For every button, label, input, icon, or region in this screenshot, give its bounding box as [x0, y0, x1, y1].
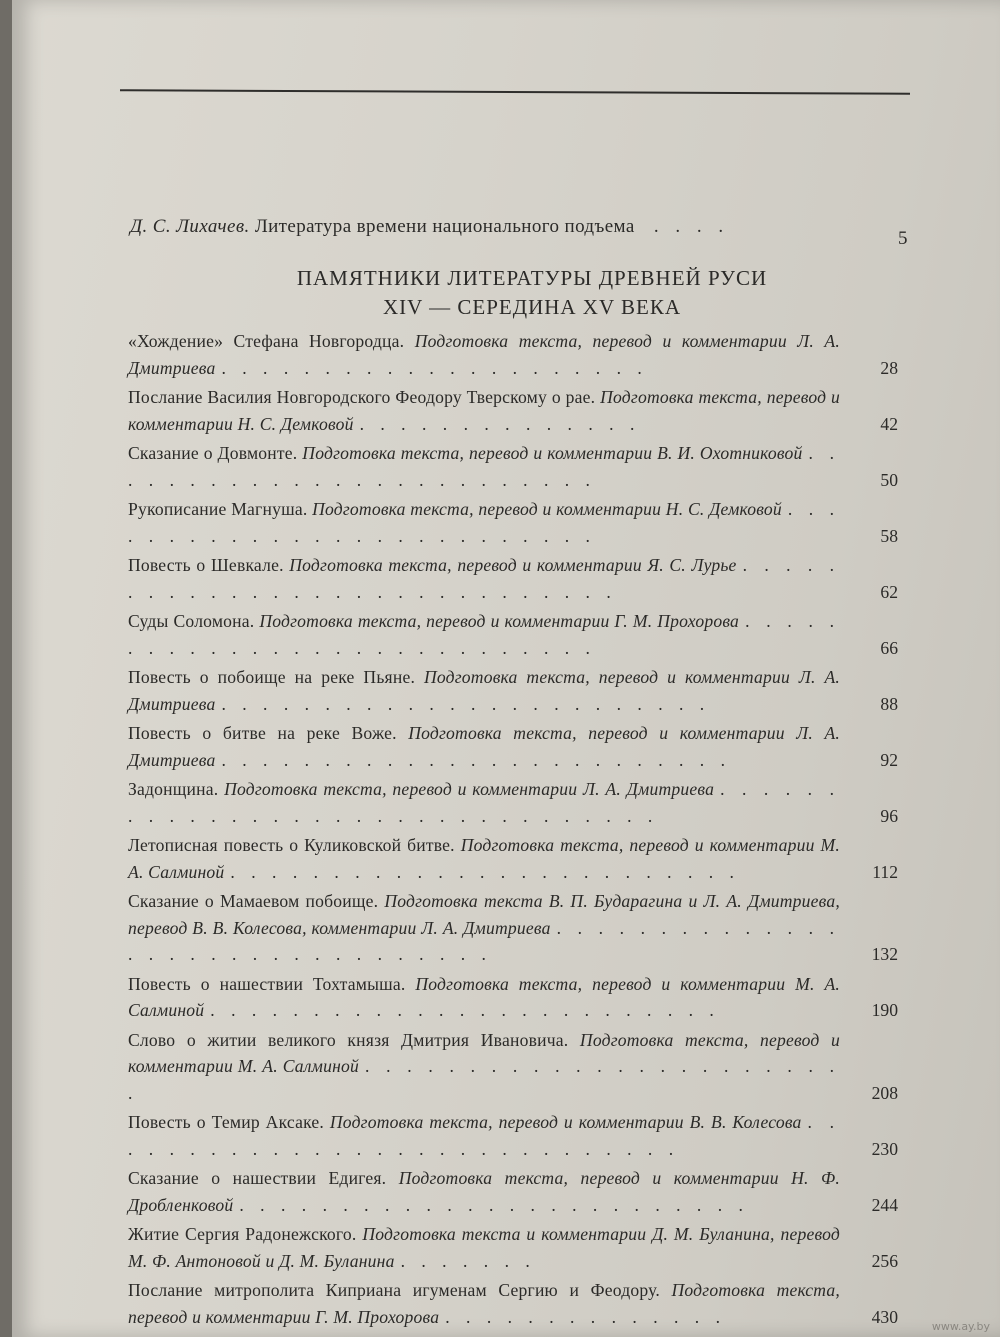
toc-entry-description: Подготовка текста, перевод и комментарии Я. С. Лурье: [289, 555, 737, 575]
toc-entry-page-number: 58: [880, 525, 898, 546]
toc-entry-title: Повесть о нашествии Тохтамыша.: [128, 973, 406, 994]
toc-entry: [128, 552, 898, 605]
toc-entry: [128, 440, 898, 493]
toc-entry-text: [128, 328, 840, 381]
toc-entry-description: Подготовка текста, перевод и комментарии Л. А. Дмитриева: [128, 723, 840, 770]
toc-entry: [128, 1165, 898, 1218]
toc-entry-title: Житие Сергия Радонежского.: [128, 1224, 357, 1244]
toc-entry-text: [128, 1165, 840, 1218]
toc-entry: [128, 1277, 898, 1330]
toc-entry: [128, 608, 898, 661]
toc-entry-text: [128, 776, 840, 829]
toc-entry: [128, 328, 898, 381]
toc-entry: [128, 1027, 898, 1107]
toc-entry-leader-dots: . . . . . . . . . . . . . .: [445, 1306, 726, 1327]
section-heading-line-1: ПАМЯТНИКИ ЛИТЕРАТУРЫ ДРЕВНЕЙ РУСИ: [296, 266, 768, 290]
toc-entry-title: Летописная повесть о Куликовской битве.: [128, 835, 455, 855]
toc-entry-page-number: 88: [880, 693, 898, 714]
toc-entry: [128, 1109, 898, 1162]
toc-entry-title: Рукописание Магнуша.: [128, 499, 308, 519]
toc-entry-title: Сказание о Мамаевом побоище.: [128, 891, 379, 911]
toc-entry-text: [128, 384, 840, 437]
toc-entry-text: [128, 440, 840, 493]
toc-entry-title: Повесть о Шевкале.: [128, 555, 284, 575]
toc-entry-description: Подготовка текста, перевод и комментарии В. В. Колесова: [329, 1112, 802, 1132]
toc-entry-title: Сказание о нашествии Едигея.: [128, 1168, 387, 1188]
toc-entry: [128, 971, 898, 1024]
toc-entry-description: Подготовка текста, перевод и комментарии Г. М. Прохорова: [128, 1280, 840, 1327]
toc-entry-description: Подготовка текста, перевод и комментарии М. А. Салминой: [128, 1029, 841, 1076]
watermark: www.ay.by: [931, 1320, 990, 1333]
toc-entry-description: Подготовка текста, перевод и комментарии Л. А. Дмитриева: [128, 667, 841, 714]
toc-entry-leader-dots: . . . . . . . . . . . . . . . . . . . . . . . . .: [210, 1000, 720, 1020]
toc-entry: [128, 888, 898, 968]
book-page: [12, 0, 1000, 1337]
toc-entry-title: «Хождение» Стефана Новгородца.: [128, 331, 405, 351]
toc-entry-page-number: 28: [880, 357, 898, 378]
toc-entry: [128, 496, 898, 549]
toc-entry-text: [128, 888, 840, 968]
toc-entry-text: [128, 1109, 840, 1162]
toc-entry-text: [128, 720, 840, 773]
section-heading-line-2: XIV — СЕРЕДИНА XV ВЕКА: [382, 295, 682, 319]
toc-entry-title: Суды Соломона.: [128, 611, 255, 631]
toc-entry-description: Подготовка текста, перевод и комментарии Л. А. Дмитриева: [224, 779, 715, 799]
toc-entry-page-number: 96: [880, 805, 898, 826]
header-rule: [120, 89, 910, 94]
toc-entry-leader-dots: . . . . . . . . . . . . . . . . . . . . . . . .: [128, 1056, 840, 1103]
toc-entry-text: [128, 608, 840, 661]
toc-entry-leader-dots: . . . . . . . . . . . . . . . . . . . . .: [221, 357, 648, 378]
toc-entry-leader-dots: . . . . . . . . . . . . . . . . . . . . . . . . . .: [128, 499, 840, 546]
toc-entry: [128, 832, 898, 885]
toc-entry-page-number: 112: [872, 861, 898, 882]
toc-entry: [128, 720, 898, 773]
intro-author: Д. С. Лихачев.: [130, 216, 250, 237]
toc-entry-description: Подготовка текста, перевод и комментарии Н. Ф. Дробленковой: [128, 1168, 840, 1215]
toc-entry-text: [128, 1027, 840, 1107]
toc-entry: [128, 664, 898, 717]
toc-entry-text: [128, 832, 840, 885]
toc-entry-page-number: 256: [871, 1250, 898, 1271]
toc-entry-description: Подготовка текста, перевод и комментарии М. А. Салминой: [128, 835, 840, 882]
toc-entry-leader-dots: . . . . . . . . . . . . . . . . . . . . . . . . . . . . .: [128, 555, 840, 602]
intro-entry: [130, 216, 910, 238]
toc-entry-text: [128, 552, 840, 605]
toc-entry-leader-dots: . . . . . . . . . . . . . . . . . . . . . . . . . . . . . . . .: [128, 779, 840, 826]
toc-entry-page-number: 62: [880, 581, 898, 602]
section-heading: [212, 264, 852, 322]
toc-entry-title: Слово о житии великого князя Дмитрия Ивановича.: [128, 1029, 569, 1050]
toc-entry-description: Подготовка текста и комментарии Д. М. Буланина, перевод М. Ф. Антоновой и Д. М. Буланина: [128, 1224, 840, 1271]
toc-entry-title: Повесть о битве на реке Воже.: [128, 723, 397, 743]
toc-entry-page-number: 66: [880, 637, 898, 658]
toc-entry-text: [128, 664, 840, 717]
toc-entry-description: Подготовка текста, перевод и комментарии Н. С. Демковой: [312, 499, 782, 519]
intro-title: Литература времени национального подъема: [254, 216, 635, 237]
toc-entry-title: Послание Василия Новгородского Феодору Тверскому о рае.: [128, 387, 596, 407]
toc-entry-leader-dots: . . . . . . . . . . . . . . . . . . . . . . . . . . . . . . . .: [128, 917, 840, 964]
intro-page-number: 5: [898, 228, 908, 249]
toc-entry-page-number: 132: [871, 944, 898, 964]
toc-entry: [128, 1221, 898, 1274]
toc-entry-description: Подготовка текста, перевод и комментарии Г. М. Прохорова: [259, 611, 740, 631]
toc-entry-text: [128, 1277, 840, 1330]
toc-entry-text: [128, 1221, 840, 1274]
toc-entry-leader-dots: . . . . . . .: [400, 1250, 536, 1271]
toc-entry-leader-dots: . . . . . . . . . . . . . . . . . . . . . . . .: [221, 693, 711, 714]
toc-entry-description: Подготовка текста, перевод и комментарии В. И. Охотниковой: [302, 443, 803, 463]
toc-entry-description: Подготовка текста В. П. Бударагина и Л. А. Дмитриева, перевод В. В. Колесова, комментарии Л. А. Дмитриева: [128, 891, 840, 938]
toc-entry: [128, 776, 898, 829]
toc-entry-page-number: 430: [871, 1306, 898, 1327]
intro-leader-dots: . . . .: [653, 216, 730, 237]
toc-entry-text: [128, 496, 840, 549]
toc-entry-page-number: 244: [871, 1194, 898, 1215]
toc-entry-page-number: 230: [871, 1138, 898, 1159]
toc-entry-leader-dots: . . . . . . . . . . . . . . . . . . . . . . . . . . . .: [128, 611, 840, 658]
toc-entry-title: Повесть о побоище на реке Пьяне.: [128, 667, 416, 687]
table-of-contents: [128, 328, 898, 1333]
toc-entry: [128, 384, 898, 437]
toc-entry-page-number: 92: [880, 749, 898, 770]
toc-entry-title: Послание митрополита Киприана игуменам Сергию и Феодору.: [128, 1280, 660, 1300]
toc-entry-description: Подготовка текста, перевод и комментарии М. А. Салминой: [128, 973, 841, 1020]
toc-entry-description: Подготовка текста, перевод и комментарии Н. С. Демковой: [128, 387, 841, 434]
toc-entry-description: Подготовка текста, перевод и комментарии Л. А. Дмитриева: [128, 331, 840, 378]
toc-entry-leader-dots: . . . . . . . . . . . . . . . . . . . . . . . . .: [221, 749, 731, 770]
toc-entry-leader-dots: . . . . . . . . . . . . . . . . . . . . . . . . .: [230, 861, 740, 882]
toc-entry-leader-dots: . . . . . . . . . . . . . . . . . . . . . . . . . . . . .: [128, 1112, 840, 1159]
toc-entry-text: [128, 971, 840, 1024]
toc-entry-title: Сказание о Довмонте.: [128, 443, 298, 463]
toc-entry-title: Повесть о Темир Аксаке.: [128, 1112, 325, 1132]
toc-entry-page-number: 42: [880, 413, 898, 434]
toc-entry-page-number: 190: [871, 1000, 898, 1020]
toc-entry-page-number: 208: [871, 1082, 898, 1103]
toc-entry-leader-dots: . . . . . . . . . . . . . . . . . . . . . . . . .: [239, 1194, 749, 1215]
toc-entry-leader-dots: . . . . . . . . . . . . . . . . . . . . . . . . .: [128, 443, 840, 490]
toc-entry-title: Задонщина.: [128, 779, 219, 799]
toc-entry-page-number: 50: [880, 469, 898, 490]
toc-entry-leader-dots: . . . . . . . . . . . . . .: [359, 413, 641, 434]
